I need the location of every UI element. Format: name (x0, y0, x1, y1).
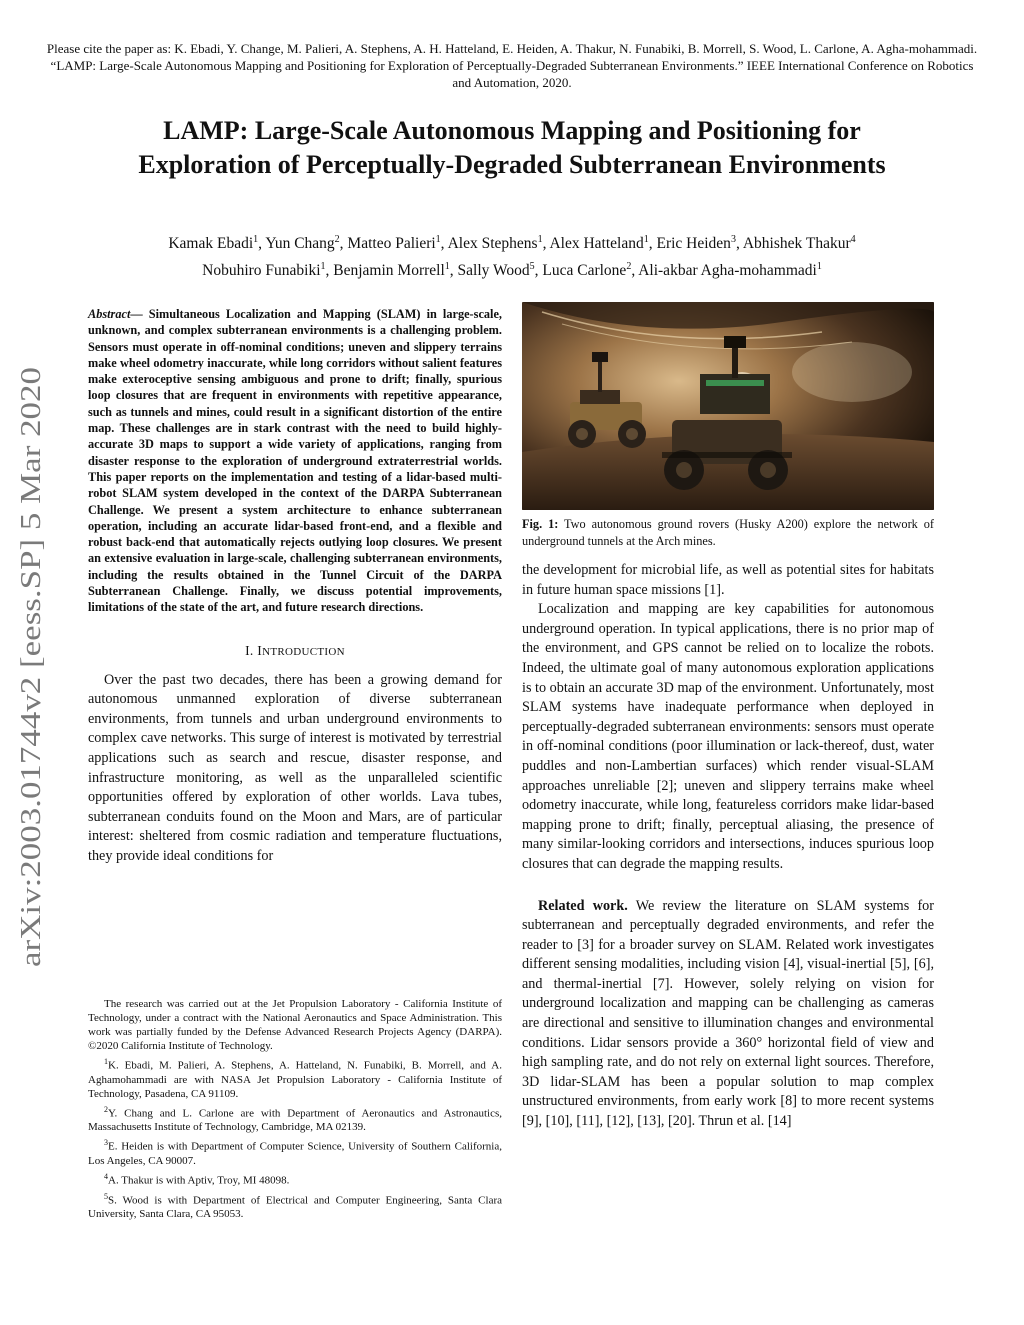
author-name: Benjamin Morrell (333, 262, 445, 280)
footnote-mark: 2 (104, 1104, 108, 1114)
footnote-text: Y. Chang and L. Carlone are with Department of Aeronautics and Astronautics, Massachusetts Institute of Technology, Cambridge, MA 02139. (88, 1107, 502, 1134)
authors-line-2: Nobuhiro Funabiki$^1$, Benjamin Morrell$^1$, Sally Wood$^5$, Luca Carlone$^2$, Ali-akbar Agha-mohammadi$^1$ (202, 261, 822, 280)
footnote-text: S. Wood is with Department of Electrical and Computer Engineering, Santa Clara University, Santa Clara, CA 95053. (88, 1194, 502, 1221)
footnote-item (88, 1055, 502, 1101)
author-affiliation-mark: 2 (626, 261, 632, 273)
author-name: Alex Hatteland (549, 235, 644, 253)
paper-title (60, 114, 964, 182)
figure-rovers-photo (522, 302, 934, 510)
section-title: NTRODUCTION (262, 645, 345, 658)
intro-paragraph: Over the past two decades, there has been a growing demand for autonomous unmanned exploration of diverse subterranean environments, from tunnels and urban underground environments to complex cave networks. This surge of interest is motivated by terrestrial applications such as search and rescue, disaster response, and infrastructure monitoring, as well as the unparalleled scientific opportunities offered by exploration of other worlds. Lava tubes, subterranean conduits found on the Moon and Mars, are of particular interest: sheltered from cosmic radiation and temperature fluctuations, they provide ideal conditions for (88, 671, 502, 864)
footnote-text: E. Heiden is with Department of Computer Science, University of Southern California, Los Angeles, CA 90007. (88, 1140, 502, 1167)
author-affiliation-mark: 4 (850, 234, 856, 245)
author-affiliation-mark: 1 (435, 234, 441, 245)
authors-line-1: Kamak Ebadi$^1$, Yun Chang$^2$, Matteo Palieri$^1$, Alex Stephens$^1$, Alex Hatteland$^1$, Eric Heiden$^3$, Abhishek Thakur$^4$ (168, 234, 856, 253)
right-paragraph-2: Localization and mapping are key capabilities for autonomous underground operation. In typical applications, there is no prior map of the environment, and GPS cannot be relied on to localize the robots. Indeed, the ultimate goal of many autonomous exploration applications is to obtain an accurate 3D map of the environment. Unfortunately, most SLAM systems have inadequate performance when deployed in perceptually-degraded subterranean environments: sensors must operate in off-nominal conditions (poor illumination or lack-thereof, dust, water puddles and non-Lambertian surfaces) which render visual-SLAM approaches unreliable [2]; uneven and slippery terrains make wheel odometry inaccurate, while long, featureless corridors make lidar-based mapping prone to drift; finally, perceptual aliasing, the presence of many similar-looking corridors and intersections, induces spurious loop closures that can degrade the mapping results. (522, 601, 934, 872)
figure-label: Fig. 1: (522, 517, 559, 531)
author-affiliation-mark: 1 (320, 261, 326, 273)
author-affiliation-mark: 1 (643, 234, 649, 245)
author-name: Eric Heiden (656, 235, 731, 253)
author-affiliation-mark: 5 (529, 261, 535, 273)
title-line-1: LAMP: Large-Scale Autonomous Mapping and Positioning for (163, 116, 861, 145)
author-affiliation-mark: 1 (253, 234, 259, 245)
author-name: Ali-akbar Agha-mohammadi (638, 262, 817, 280)
left-column (88, 306, 502, 867)
related-work-text: We review the literature on SLAM systems for subterranean and perceptually degraded environments, and refer the reader to [3] for a broader survey on SLAM. Related work investigates different sensing modalities, including vision [4], visual-inertial [5], [6], and thermal-inertial [7]. However, solely relying on vision for underground localization and mapping can be challenging as cameras are directional and sensitive to illumination changes and environmental conditions. Lidar sensors provide a 360° horizontal field of view and high sampling rate, and do not rely on external light sources. Therefore, 3D lidar-SLAM has been a popular solution to map complex unstructured environments, from early work [8] to more recent systems [9], [10], [11], [12], [13], [20]. Thrun et al. [14] (522, 897, 934, 1130)
section-heading-introduction (88, 643, 502, 659)
footnotes (88, 997, 502, 1223)
author-name: Luca Carlone (542, 262, 627, 280)
footnote-text: K. Ebadi, M. Palieri, A. Stephens, A. Hatteland, N. Funabiki, B. Morrell, and A. Aghamohammadi are with NASA Jet Propulsion Laboratory - California Institute of Technology, Pasadena, CA 91109. (88, 1059, 502, 1100)
author-name: Matteo Palieri (347, 235, 436, 253)
footnote-mark: 1 (104, 1057, 108, 1066)
abstract (88, 306, 502, 616)
author-name: Kamak Ebadi (168, 235, 254, 253)
author-list (40, 228, 984, 282)
related-work-paragraph (522, 897, 934, 1132)
footnote-item (88, 1136, 502, 1168)
author-name: Abhishek Thakur (742, 235, 851, 253)
author-name: Sally Wood (457, 262, 530, 280)
author-affiliation-mark: 1 (816, 261, 822, 273)
footnote-mark: 3 (104, 1138, 108, 1148)
footnote-item (88, 997, 502, 1053)
author-affiliation-mark: 3 (730, 234, 736, 245)
author-affiliation-mark: 1 (444, 261, 450, 273)
author-name: Nobuhiro Funabiki (202, 262, 321, 280)
right-paragraph-1: the development for microbial life, as well as potential sites for habitats in future human space missions [1]. (522, 562, 934, 598)
arxiv-stamp-text: arXiv:2003.01744v2 [eess.SP] 5 Mar 2020 (15, 469, 47, 967)
footnote-mark: 5 (104, 1191, 108, 1201)
figure-caption (522, 516, 934, 549)
right-column (522, 302, 934, 1132)
author-affiliation-mark: 1 (537, 234, 543, 245)
title-line-2: Exploration of Perceptually-Degraded Subterranean Environments (138, 150, 886, 179)
citation-note: Please cite the paper as: K. Ebadi, Y. Change, M. Palieri, A. Stephens, A. H. Hatteland, E. Heiden, A. Thakur, N. Funabiki, B. Morrell, S. Wood, L. Carlone, A. Agha-mohammadi. “LAMP: Large-Scale Autonomous Mapping and Positioning for Exploration of Perceptually-Degraded Subterranean Environments.” IEEE International Conference on Robotics and Automation, 2020. (46, 41, 978, 90)
footnote-text: A. Thakur is with Aptiv, Troy, MI 48098. (108, 1174, 290, 1187)
figure-caption-text: Two autonomous ground rovers (Husky A200) explore the network of underground tunnels at the Arch mines. (522, 517, 934, 548)
footnote-mark: 4 (104, 1171, 108, 1181)
rover-photo-illustration (522, 302, 934, 510)
author-affiliation-mark: 2 (334, 234, 340, 245)
footnote-item (88, 1103, 502, 1135)
related-work-label: Related work. (538, 897, 628, 914)
arxiv-stamp (4, 355, 54, 975)
author-name: Alex Stephens (447, 235, 538, 253)
abstract-text: — Simultaneous Localization and Mapping (SLAM) in large-scale, unknown, and complex subterranean environments is a challenging problem. Sensors must operate in off-nominal conditions; uneven and slippery terrains make wheel odometry inaccurate, while long corridors without salient features make exteroceptive sensing ambiguous and prone to drift; finally, spurious loop closures that are frequent in environments with repetitive appearance, such as tunnels and mines, could result in a significant distortion of the entire map. These challenges are in stark contrast with the need to build highly-accurate 3D maps to support a wide variety of applications, ranging from disaster response to the exploration of underground extraterrestrial worlds. This paper reports on the implementation and testing of a lidar-based multi-robot SLAM system developed in the context of the DARPA Subterranean Challenge. We present a system architecture to enhance subterranean operation, including an accurate lidar-based front-end, and a flexible and robust back-end that automatically rejects outlying loop closures. We present an extensive evaluation in large-scale, challenging subterranean environments, including the results obtained in the Tunnel Circuit of the DARPA Subterranean Challenge. Finally, we discuss potential improvements, limitations of the state of the art, and future research directions. (88, 307, 502, 615)
author-name: Yun Chang (265, 235, 335, 253)
section-number: I. I (245, 642, 263, 658)
footnote-item (88, 1190, 502, 1222)
footnote-item (88, 1170, 502, 1188)
footnote-text: The research was carried out at the Jet Propulsion Laboratory - California Institute of Technology, under a contract with the National Aeronautics and Space Administration. This work was partially funded by the Defense Advanced Research Projects Agency (DARPA). ©2020 California Institute of Technology. (88, 998, 502, 1052)
abstract-label: Abstract (88, 307, 131, 321)
